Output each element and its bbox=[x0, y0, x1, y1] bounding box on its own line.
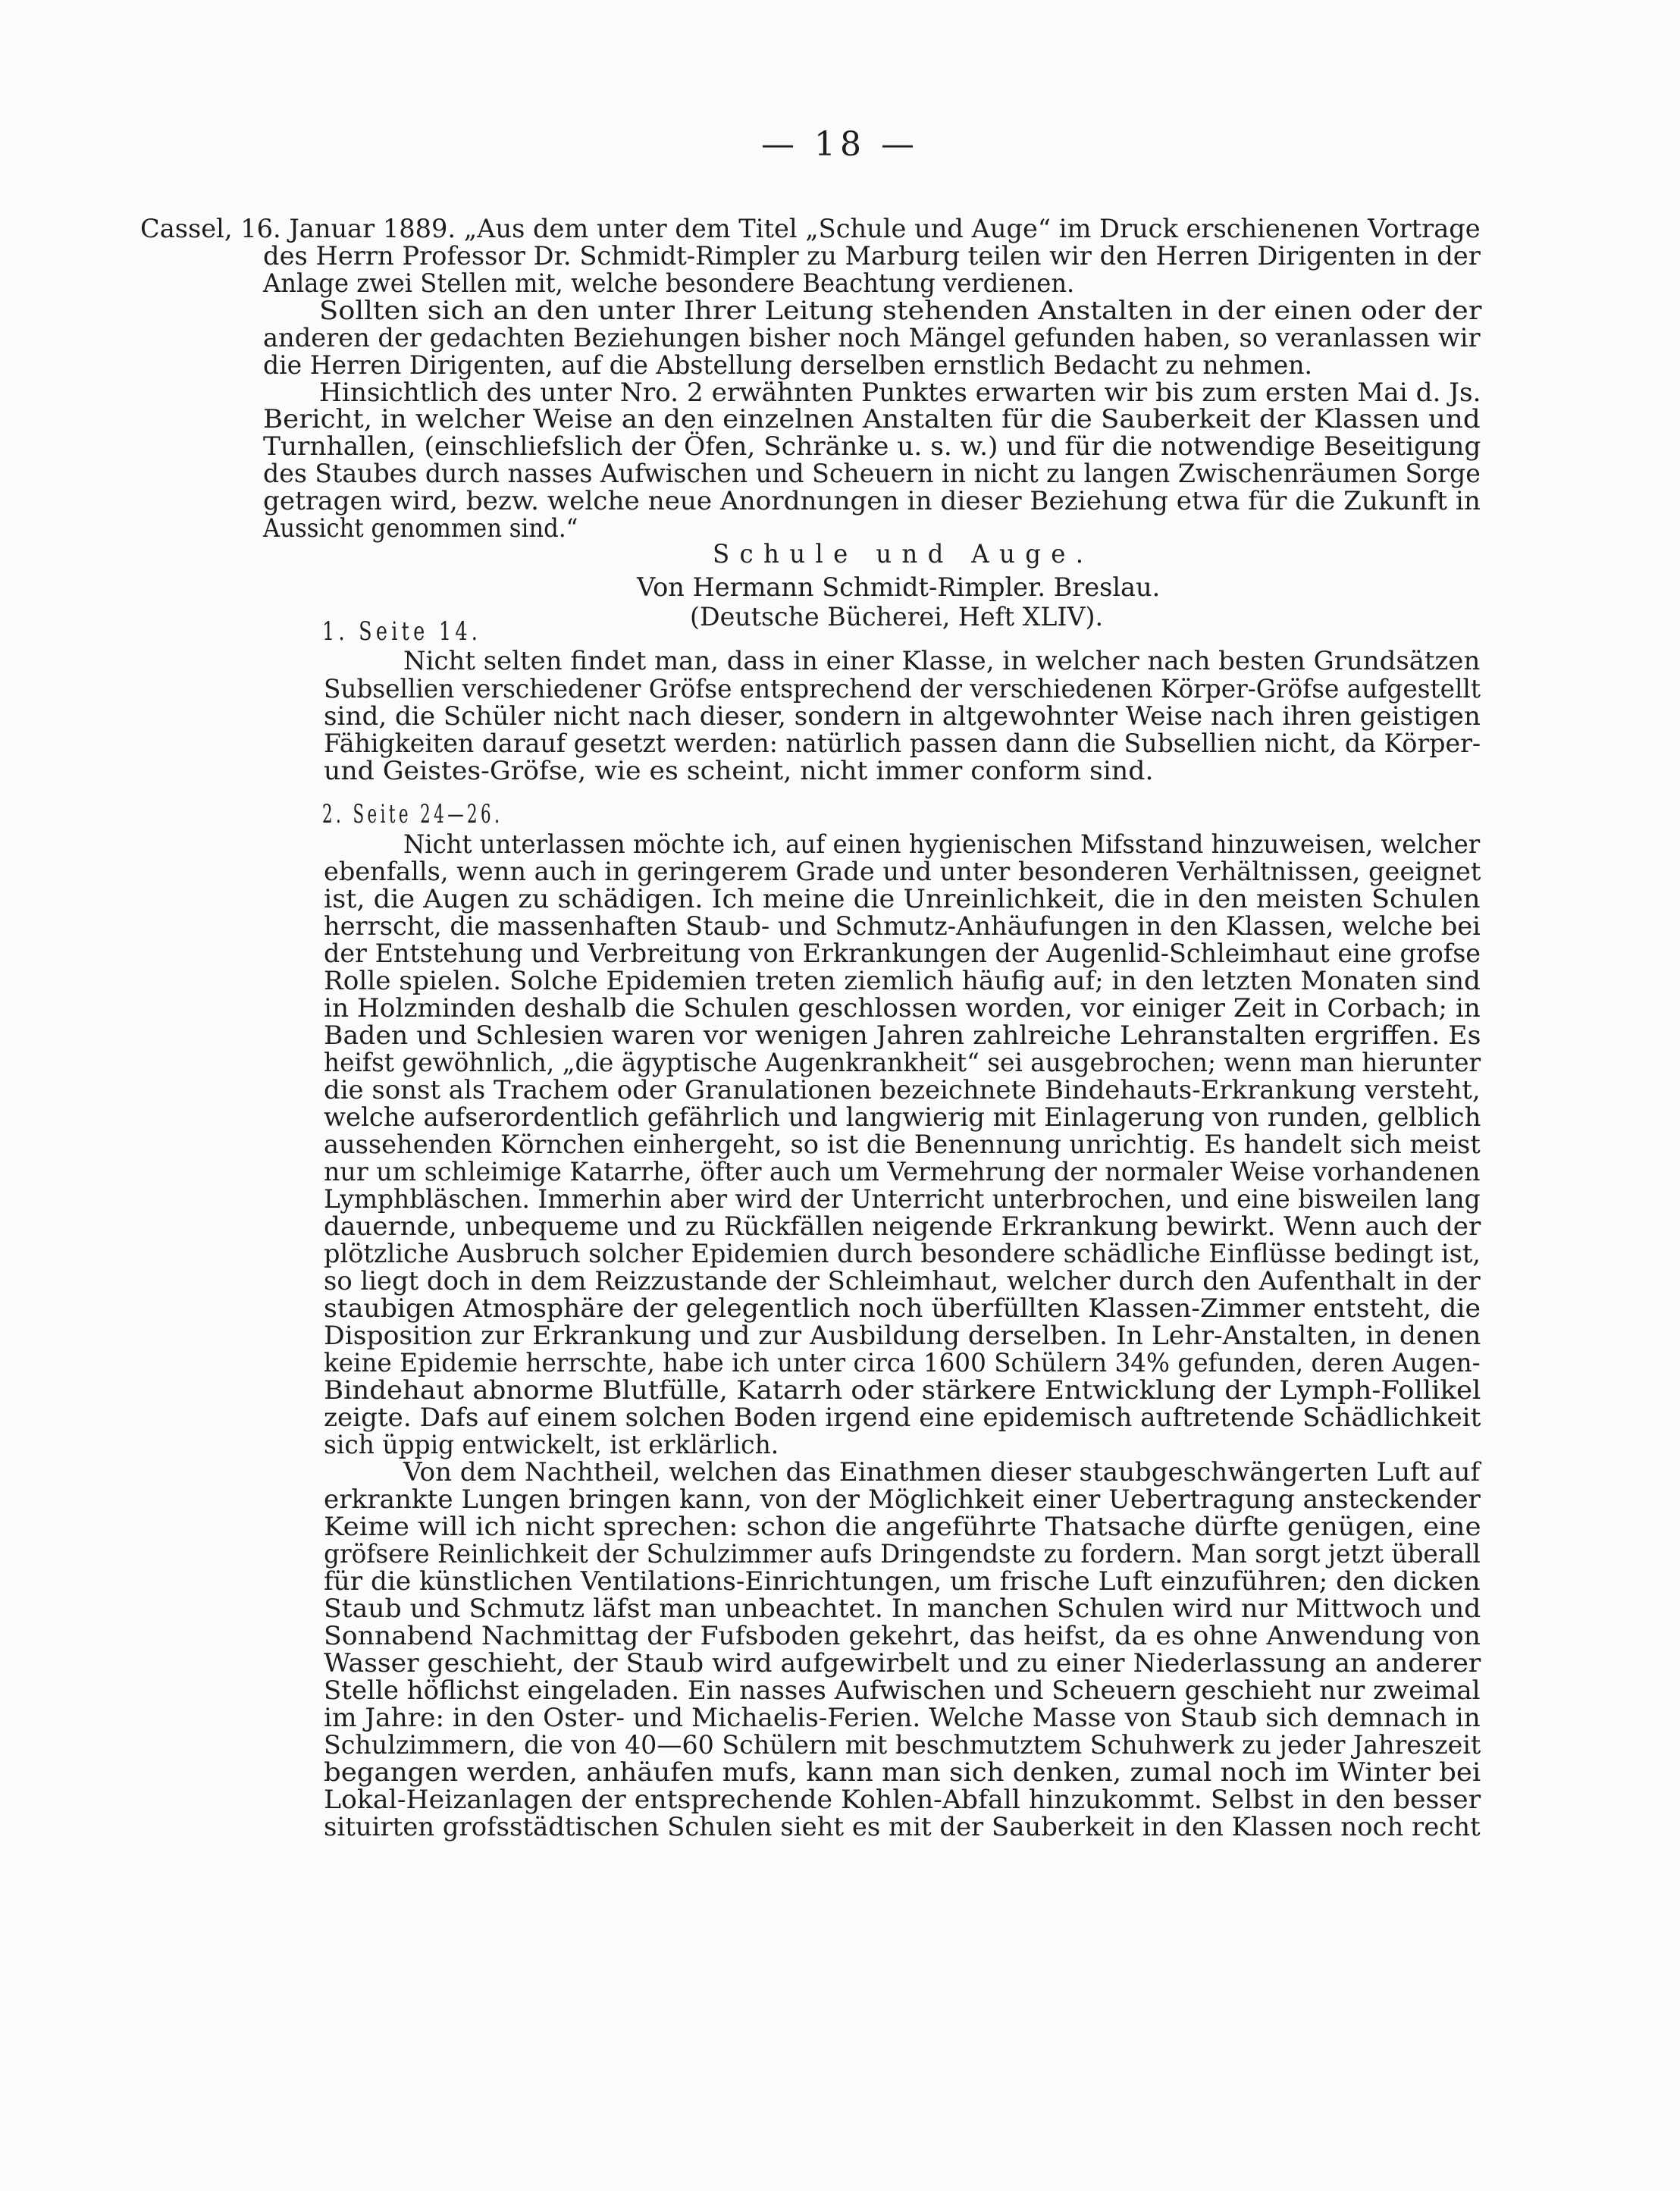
text-line: Nicht unterlassen möchte ich, auf einen hygienischen Mifsstand hinzuweisen, welcher bbox=[403, 829, 1481, 860]
text-line: die sonst als Trachem oder Granulationen bezeichnete Bindehauts-Erkrankung versteht, bbox=[324, 1075, 1481, 1105]
article-heading: Schule und Auge. bbox=[713, 539, 1094, 569]
text-line: aussehenden Körnchen einhergeht, so ist die Benennung unrichtig. Es handelt sich meist bbox=[324, 1130, 1481, 1160]
section-label: 1. Seite 14. bbox=[322, 616, 482, 647]
text-line: sich üppig entwickelt, ist erklärlich. bbox=[324, 1430, 779, 1460]
article-author: Von Hermann Schmidt-Rimpler. Breslau. bbox=[637, 572, 1161, 603]
text-line: dauernde, unbequeme und zu Rückfällen neigende Erkrankung bewirkt. Wenn auch der bbox=[324, 1211, 1481, 1242]
text-line: begangen werden, anhäufen mufs, kann man sich denken, zumal noch im Winter bei bbox=[324, 1757, 1481, 1788]
page-number: — 18 — bbox=[761, 125, 919, 164]
text-line: nur um schleimige Katarrhe, öfter auch um Vermehrung der normaler Weise vorhandenen bbox=[324, 1157, 1481, 1187]
text-line: Bindehaut abnorme Blutfülle, Katarrh oder stärkere Entwicklung der Lymph-Follikel bbox=[324, 1375, 1481, 1406]
text-line: und Geistes-Gröfse, wie es scheint, nicht immer conform sind. bbox=[324, 756, 1154, 786]
text-line: Lymphbläschen. Immerhin aber wird der Unterricht unterbrochen, und eine bisweilen lang bbox=[324, 1184, 1481, 1215]
text-line: Sollten sich an den unter Ihrer Leitung stehenden Anstalten in der einen oder der bbox=[319, 296, 1482, 326]
text-line: Aussicht genommen sind.“ bbox=[263, 513, 578, 544]
text-line: Bericht, in welcher Weise an den einzelnen Anstalten für die Sauberkeit der Klassen und bbox=[263, 404, 1481, 434]
text-line: Wasser geschieht, der Staub wird aufgewirbelt und zu einer Niederlassung an anderer bbox=[324, 1648, 1481, 1679]
text-line: Staub und Schmutz läfst man unbeachtet. In manchen Schulen wird nur Mittwoch und bbox=[324, 1594, 1481, 1624]
text-line: herrscht, die massenhaften Staub- und Schmutz-Anhäufungen in den Klassen, welche bei bbox=[324, 911, 1481, 942]
text-line: Sonnabend Nachmittag der Fufsboden gekehrt, das heifst, da es ohne Anwendung von bbox=[324, 1621, 1481, 1651]
text-line: ebenfalls, wenn auch in geringerem Grade und unter besonderen Verhältnissen, geeignet bbox=[324, 857, 1481, 887]
text-line: in Holzminden deshalb die Schulen geschlossen worden, vor einiger Zeit in Corbach; in bbox=[324, 993, 1481, 1023]
section-label: 2. Seite 24—26. bbox=[322, 799, 503, 829]
text-line: Schulzimmern, die von 40—60 Schülern mit beschmutztem Schuhwerk zu jeder Jahreszeit bbox=[324, 1730, 1481, 1760]
text-line: für die künstlichen Ventilations-Einrichtungen, um frische Luft einzuführen; den dicken bbox=[324, 1566, 1481, 1597]
text-line: zeigte. Dafs auf einem solchen Boden irgend eine epidemisch auftretende Schädlichkeit bbox=[324, 1403, 1481, 1433]
text-line: keine Epidemie herrschte, habe ich unter circa 1600 Schülern 34% gefunden, deren Augen- bbox=[324, 1348, 1481, 1378]
text-line: Keime will ich nicht sprechen: schon die angeführte Thatsache dürfte genügen, eine bbox=[324, 1512, 1481, 1542]
text-line: Baden und Schlesien waren vor wenigen Jahren zahlreiche Lehranstalten ergriffen. Es bbox=[324, 1020, 1481, 1051]
text-line: sind, die Schüler nicht nach dieser, sondern in altgewohnter Weise nach ihren geistigen bbox=[324, 701, 1481, 732]
text-line: der Entstehung und Verbreitung von Erkrankungen der Augenlid-Schleimhaut eine grofse bbox=[324, 939, 1481, 969]
text-line: Stelle höflichst eingeladen. Ein nasses Aufwischen und Scheuern geschieht nur zweimal bbox=[324, 1675, 1481, 1706]
text-line: Cassel, 16. Januar 1889. „Aus dem unter dem Titel „Schule und Auge“ im Druck erschienenen Vortrage bbox=[140, 214, 1481, 244]
text-line: Rolle spielen. Solche Epidemien treten ziemlich häufig auf; in den letzten Monaten sind bbox=[324, 966, 1481, 996]
text-line: so liegt doch in dem Reizzustande der Schleimhaut, welcher durch den Aufenthalt in der bbox=[324, 1266, 1481, 1296]
text-line: gröfsere Reinlichkeit der Schulzimmer aufs Dringendste zu fordern. Man sorgt jetzt überall bbox=[324, 1539, 1481, 1569]
text-line: des Staubes durch nasses Aufwischen und Scheuern in nicht zu langen Zwischenräumen Sorge bbox=[263, 459, 1481, 489]
text-line: die Herren Dirigenten, auf die Abstellung derselben ernstlich Bedacht zu nehmen. bbox=[263, 350, 1313, 381]
text-line: Disposition zur Erkrankung und zur Ausbildung derselben. In Lehr-Anstalten, in denen bbox=[324, 1321, 1481, 1351]
text-line: Anlage zwei Stellen mit, welche besondere Beachtung verdienen. bbox=[263, 268, 1075, 299]
text-line: plötzliche Ausbruch solcher Epidemien durch besondere schädliche Einflüsse bedingt ist, bbox=[324, 1239, 1481, 1269]
text-line: im Jahre: in den Oster- und Michaelis-Ferien. Welche Masse von Staub sich demnach in bbox=[324, 1703, 1481, 1733]
text-line: getragen wird, bezw. welche neue Anordnungen in dieser Beziehung etwa für die Zukunft in bbox=[263, 486, 1481, 516]
text-line: anderen der gedachten Beziehungen bisher noch Mängel gefunden haben, so veranlassen wir bbox=[263, 323, 1481, 353]
article-source: (Deutsche Bücherei, Heft XLIV). bbox=[690, 602, 1103, 632]
text-line: Hinsichtlich des unter Nro. 2 erwähnten Punktes erwarten wir bis zum ersten Mai d. Js. bbox=[319, 378, 1481, 408]
text-line: Turnhallen, (einschliefslich der Öfen, Schränke u. s. w.) und für die notwendige Beseitigung bbox=[263, 431, 1481, 462]
text-line: staubigen Atmosphäre der gelegentlich noch überfüllten Klassen-Zimmer entsteht, die bbox=[324, 1293, 1481, 1324]
text-line: ist, die Augen zu schädigen. Ich meine die Unreinlichkeit, die in den meisten Schulen bbox=[324, 884, 1481, 914]
text-line: Nicht selten findet man, dass in einer Klasse, in welcher nach besten Grundsätzen bbox=[403, 646, 1481, 676]
text-line: Von dem Nachtheil, welchen das Einathmen dieser staubgeschwängerten Luft auf bbox=[403, 1457, 1481, 1487]
text-line: erkrankte Lungen bringen kann, von der Möglichkeit einer Uebertragung ansteckender bbox=[324, 1484, 1481, 1515]
text-line: Subsellien verschiedener Gröfse entsprechend der verschiedenen Körper-Gröfse aufgestellt bbox=[324, 674, 1481, 704]
text-line: welche aufserordentlich gefährlich und langwierig mit Einlagerung von runden, gelblich bbox=[324, 1102, 1481, 1133]
text-line: situirten grofsstädtischen Schulen sieht es mit der Sauberkeit in den Klassen noch recht bbox=[324, 1812, 1481, 1842]
text-line: des Herrn Professor Dr. Schmidt-Rimpler zu Marburg teilen wir den Herren Dirigenten in der bbox=[263, 241, 1481, 271]
text-line: heifst gewöhnlich, „die ägyptische Augenkrankheit“ sei ausgebrochen; wenn man hierunter bbox=[324, 1048, 1481, 1078]
text-line: Fähigkeiten darauf gesetzt werden: natürlich passen dann die Subsellien nicht, da Körper- bbox=[324, 729, 1481, 759]
text-line: Lokal-Heizanlagen der entsprechende Kohlen-Abfall hinzukommt. Selbst in den besser bbox=[324, 1785, 1481, 1815]
